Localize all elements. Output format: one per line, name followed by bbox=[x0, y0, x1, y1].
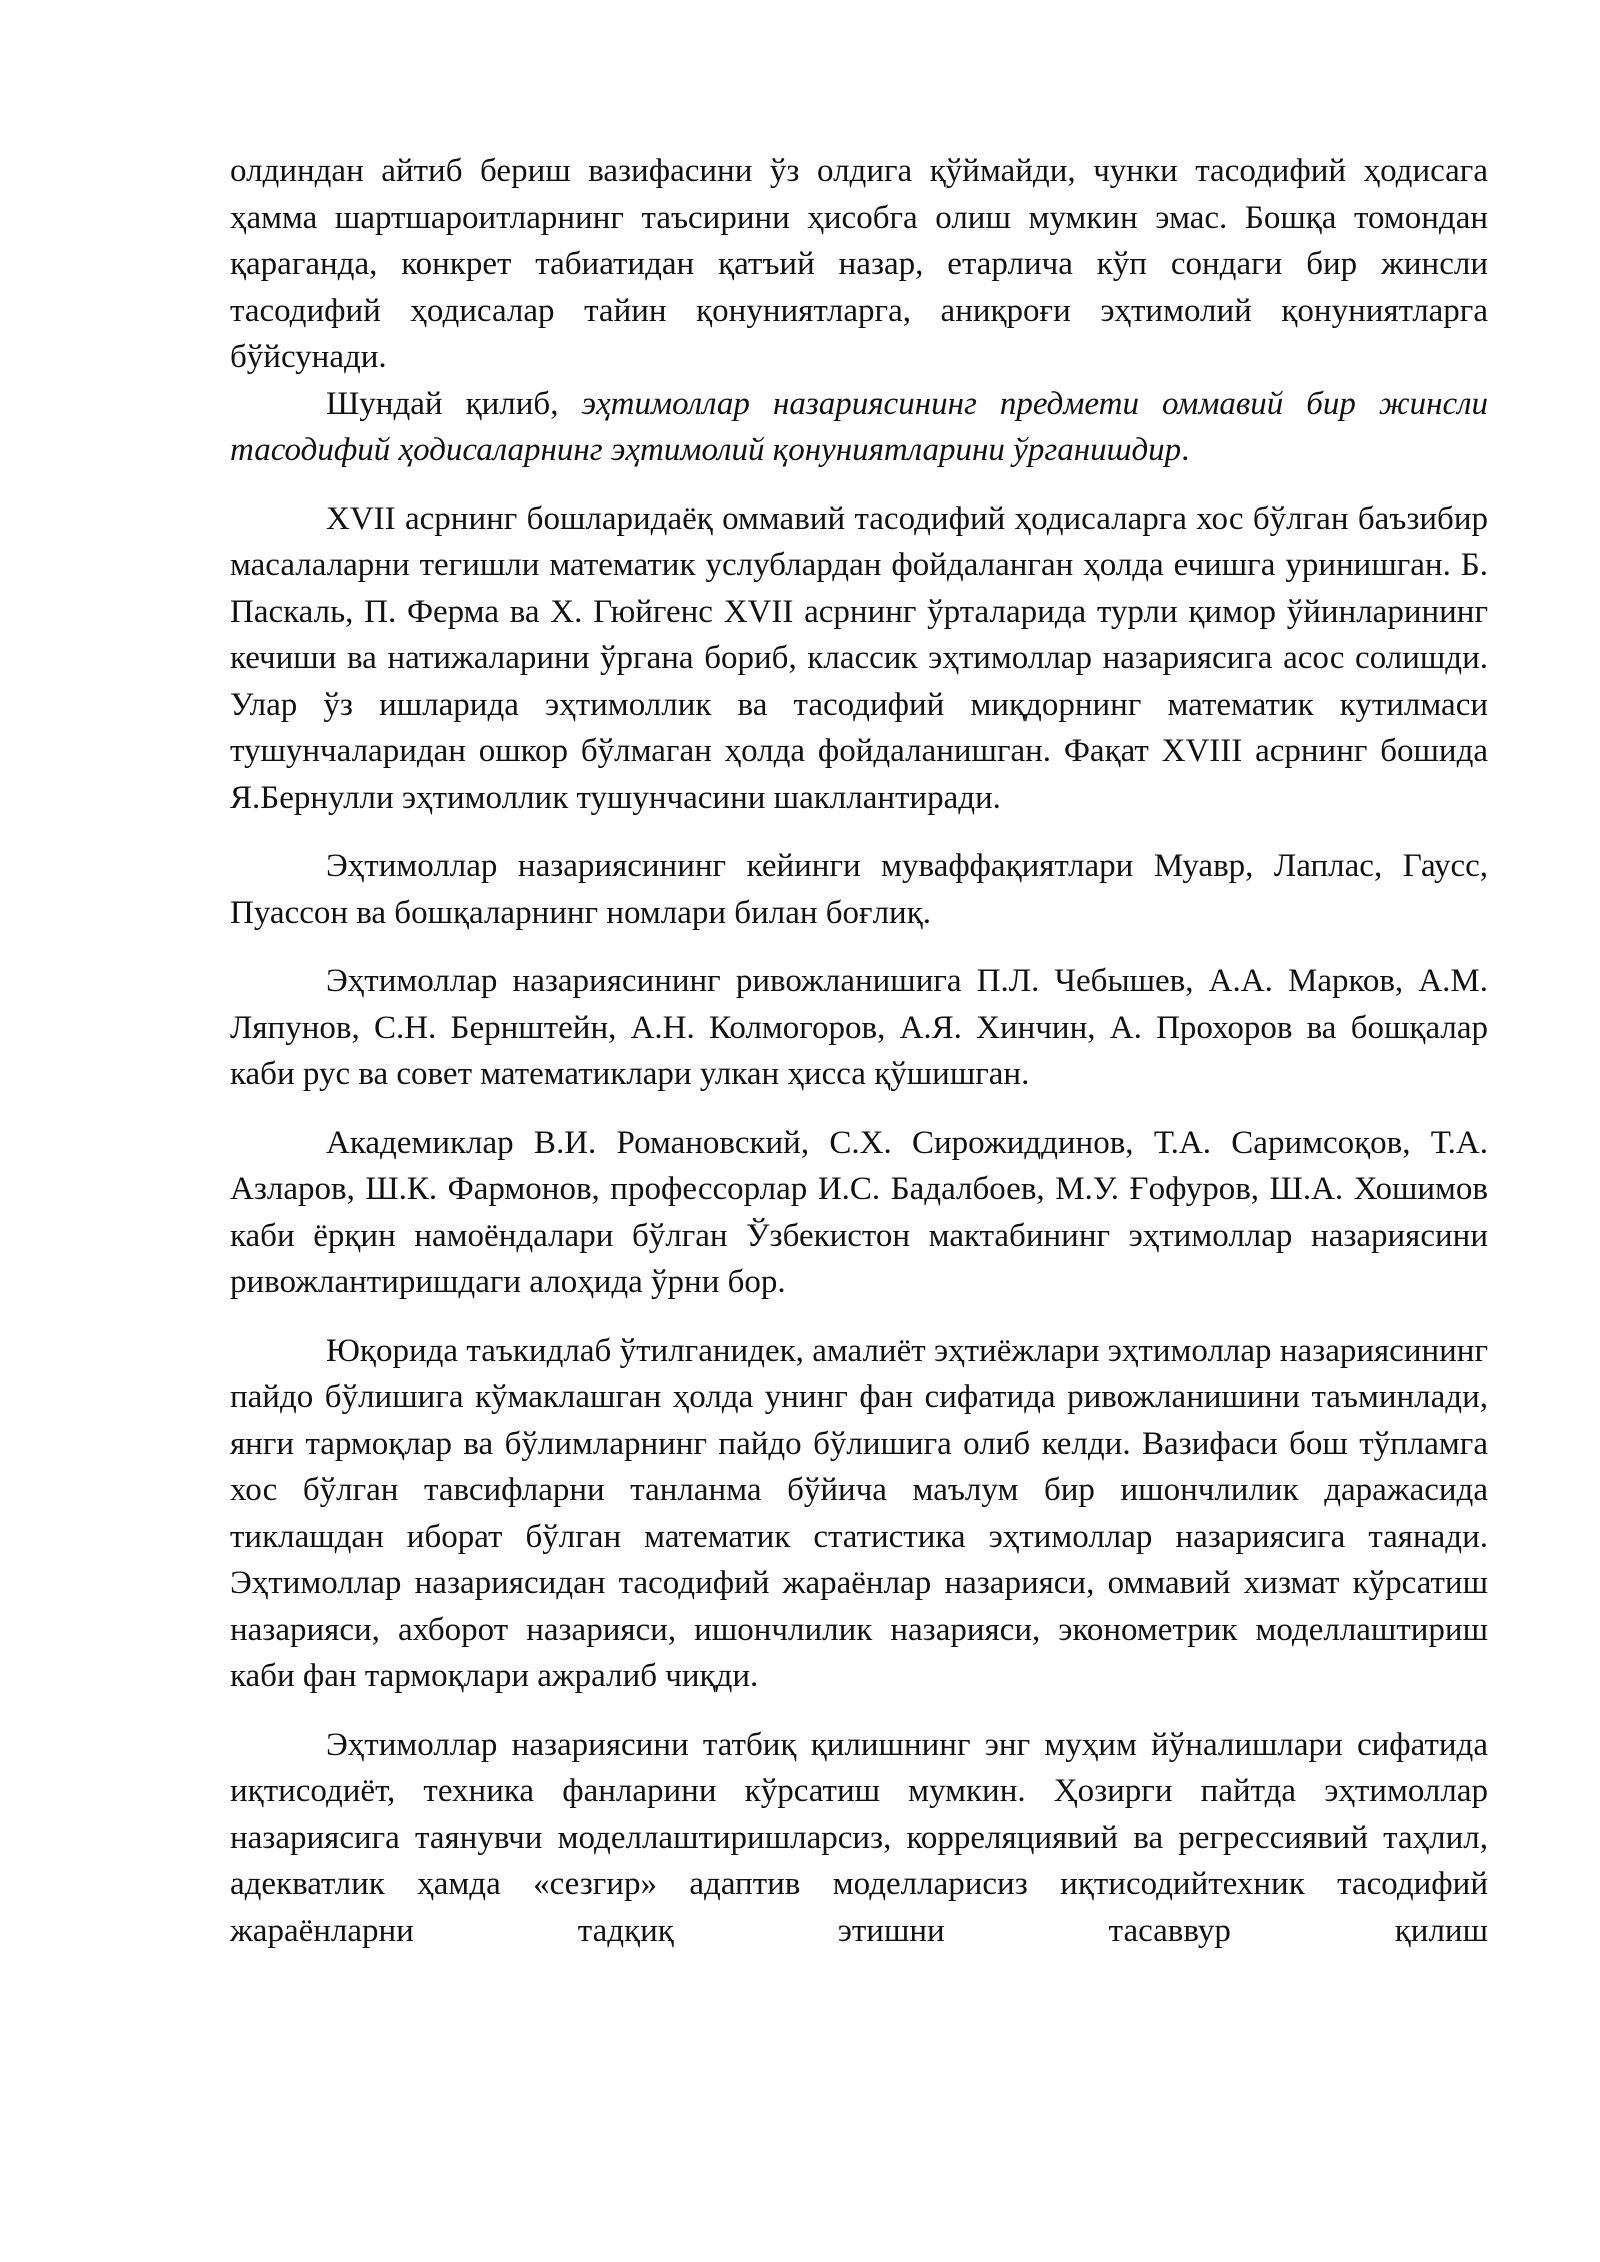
paragraph-5-russian-school: Эҳтимоллар назариясининг ривожланишига П.Л. Чебышев, А.А. Марков, А.М. Ляпунов, С.Н. Бернштейн, А.Н. Колмогоров, А.Я. Хинчин, А. Прохоров ва бошқалар каби рус ва совет математиклари улкан ҳисса қўшишган. bbox=[230, 963, 1488, 1092]
paragraph-7-branches: Юқорида таъкидлаб ўтилганидек, амалиёт эҳтиёжлари эҳтимоллар назариясининг пайдо бўлишига кўмаклашган ҳолда унинг фан сифатида ривожланишини таъминлади, янги тармоқлар ва бўлимларнинг пайдо бўлишига олиб келди. Вазифаси бош тўпламга хос бўлган тавсифларни танланма бўйича маълум бир ишончлилик даражасида тиклашдан иборат бўлган математик статистика эҳтимоллар назариясига таянади. Эҳтимоллар назариясидан тасодифий жараёнлар назарияси, оммавий хизмат кўрсатиш назарияси, ахборот назарияси, ишончлилик назарияси, эконометрик моделлаштириш каби фан тармоқлари ажралиб чиқди. bbox=[230, 1332, 1488, 1694]
document-page bbox=[230, 148, 1488, 1954]
definition-italic: эҳтимоллар назариясининг предмети оммавий бир жинсли тасодифий ҳодисаларнинг эҳтимолий қонуниятларини ўрганишдир bbox=[230, 385, 1488, 468]
definition-lead: Шундай қилиб, bbox=[326, 385, 582, 422]
paragraph-8-applications: Эҳтимоллар назариясини татбиқ қилишнинг энг муҳим йўналишлари сифатида иқтисодиёт, техника фанларини кўрсатиш мумкин. Ҳозирги пайтда эҳтимоллар назариясига таянувчи моделлаштиришларсиз, корреляциявий ва регрессиявий таҳлил, адекватлик ҳамда «сезгир» адаптив моделларисиз иқтисодийтехник тасодифий жараёнларни тадқиқ этишни тасаввур қилиш bbox=[230, 1726, 1488, 1949]
paragraph-3-history: XVII асрнинг бошларидаёқ оммавий тасодифий ҳодисаларга хос бўлган баъзибир масалаларни тегишли математик услублардан фойдаланган ҳолда ечишга уринишган. Б. Паскаль, П. Ферма ва X. Гюйгенс XVII асрнинг ўрталарида турли қимор ўйинларининг кечиши ва натижаларини ўргана бориб, классик эҳтимоллар назариясига асос солишди. Улар ўз ишларида эҳтимоллик ва тасодифий миқдорнинг математик кутилмаси тушунчаларидан ошкор бўлмаган ҳолда фойдаланишган. Фақат XVIII асрнинг бошида Я.Бернулли эҳтимоллик тушунчасини шакллантиради. bbox=[230, 500, 1488, 816]
paragraph-1: олдиндан айтиб бериш вазифасини ўз олдига қўймайди, чунки тасодифий ҳодисага ҳамма шартшароитларнинг таъсирини ҳисобга олиш мумкин эмас. Бошқа томондан қараганда, конкрет табиатидан қатъий назар, етарлича кўп сондаги бир жинсли тасодифий ҳодисалар тайин қонуниятларга, аниқроғи эҳтимолий қонуниятларга бўйсунади. bbox=[230, 153, 1488, 375]
paragraph-4-successes: Эҳтимоллар назариясининг кейинги муваффақиятлари Муавр, Лаплас, Гаусс, Пуассон ва бошқаларнинг номлари билан боғлиқ. bbox=[230, 848, 1488, 931]
paragraph-2-definition bbox=[230, 381, 1488, 474]
definition-tail: . bbox=[1181, 432, 1190, 468]
paragraph-6-uzbek-school: Академиклар В.И. Романовский, С.Х. Сирожиддинов, Т.А. Саримсоқов, Т.А. Азларов, Ш.К. Фармонов, профессорлар И.С. Бадалбоев, М.У. Ғофуров, Ш.А. Хошимов каби ёрқин намоёндалари бўлган Ўзбекистон мактабининг эҳтимоллар назариясини ривожлантиришдаги алоҳида ўрни бор. bbox=[230, 1124, 1488, 1300]
